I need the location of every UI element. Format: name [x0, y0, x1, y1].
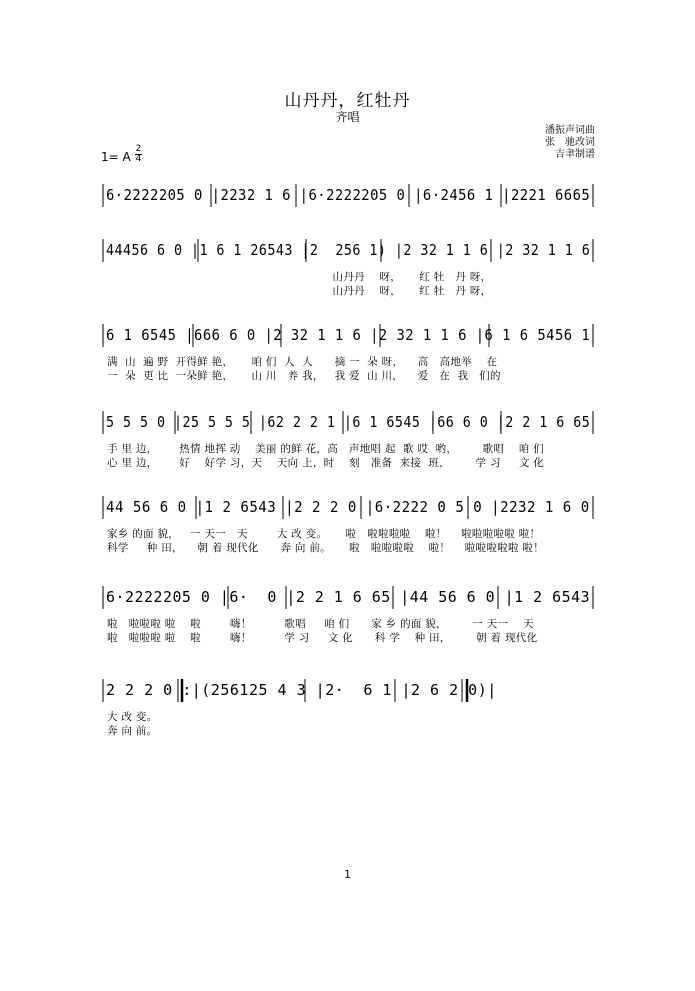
score-row [103, 318, 593, 390]
time-signature [135, 145, 142, 164]
score-row [103, 490, 593, 562]
lyrics-verse-1: 啦 啦啦啦 啦 啦 嗨！ 歌唱 咱 们 家 乡 的面 貌， 一 天一 天 [107, 618, 534, 630]
lyrics-verse-2: 一 朵 更 比 一朵鲜 艳， 山 川 养 我， 我 爱 山 川， 爱 在 我 们的 [107, 370, 501, 382]
lyrics-verse-1: 手 里 边， 热情 地挥 动 美丽 的鲜 花，高 声地唱 起 歌 哎 哟， 歌唱 咱 们 [107, 443, 544, 455]
lyrics-verse-1: 大 改 变。 [107, 711, 158, 723]
notation: 5 5 5 0 |25 5 5 5 |62 2 2 1 |6 1 6545 |66 6 0 |2 2 1 6 65 [106, 413, 591, 431]
time-signature-bottom: 4 [135, 154, 142, 164]
notation: 44456 6 0 |1 6 1 26543 |2 256 1) |2 32 1 1 6 |2 32 1 1 6 [106, 241, 591, 259]
notation: 2 2 2 0 :|(256125 4 3 |2· 6 1 |2 6 2 0)| [106, 681, 497, 699]
score-row [103, 580, 593, 652]
key-signature: 1= A [101, 150, 131, 164]
lyrics-verse-1: 满 山 遍 野 开得鲜 艳， 咱 们 人 人 摘 一 朵 呀， 高 高地举 在 [107, 356, 498, 368]
notation: 6·2222205 0 |6· 0 |2 2 1 6 65 |44 56 6 0 |1 2 6543 [106, 588, 591, 606]
lyrics-verse-1: 家乡 的面 貌， 一 天一 天 大 改 变。 啦 啦啦啦啦 啦！ 啦啦啦啦啦 啦！ [107, 528, 541, 540]
lyrics-verse-1: 山丹丹 呀， 红 牡 丹 呀， [107, 271, 492, 283]
credit-lyricist: 张 驰改词 [545, 137, 595, 148]
credit-composer: 潘振声词曲 [545, 125, 595, 136]
notation: 6·2222205 0 |2232 1 6 |6·2222205 0 |6·2456 1 |2221 6665 [106, 186, 591, 204]
score-row [103, 405, 593, 477]
time-signature-top: 2 [135, 144, 142, 154]
performance-type: 齐唱 [335, 110, 360, 124]
lyrics-verse-2: 心 里 边， 好 好学 习，天 天向 上，时 刻 准备 来接 班， 学 习 文 化 [107, 457, 545, 469]
song-title: 山丹丹，红牡丹 [284, 91, 411, 111]
notation: 6 1 6545 |666 6 0 |2 32 1 1 6 |2 32 1 1 6 |6 1 6 5456 1 [106, 326, 591, 344]
credit-transcriber: 吉聿制谱 [555, 149, 595, 160]
page-number: 1 [344, 868, 351, 881]
lyrics-verse-2: 奔 向 前。 [107, 725, 158, 737]
notation: 44 56 6 0 |1 2 6543 |2 2 2 0 |6·2222 0 5 0 |2232 1 6 0 [106, 498, 590, 516]
lyrics-verse-2: 啦 啦啦啦 啦 啦 嗨！ 学 习 文 化 科 学 种 田， 朝 着 现代化 [107, 632, 538, 644]
lyrics-verse-2: 科学 种 田， 朝 着 现代化 奔 向 前。 啦 啦啦啦啦 啦！ 啦啦啦啦啦 啦！ [107, 542, 544, 554]
score-row [103, 233, 593, 305]
lyrics-verse-2: 山丹丹 呀， 红 牡 丹 呀， [107, 285, 492, 297]
credits [545, 125, 595, 161]
score-row [103, 673, 593, 745]
